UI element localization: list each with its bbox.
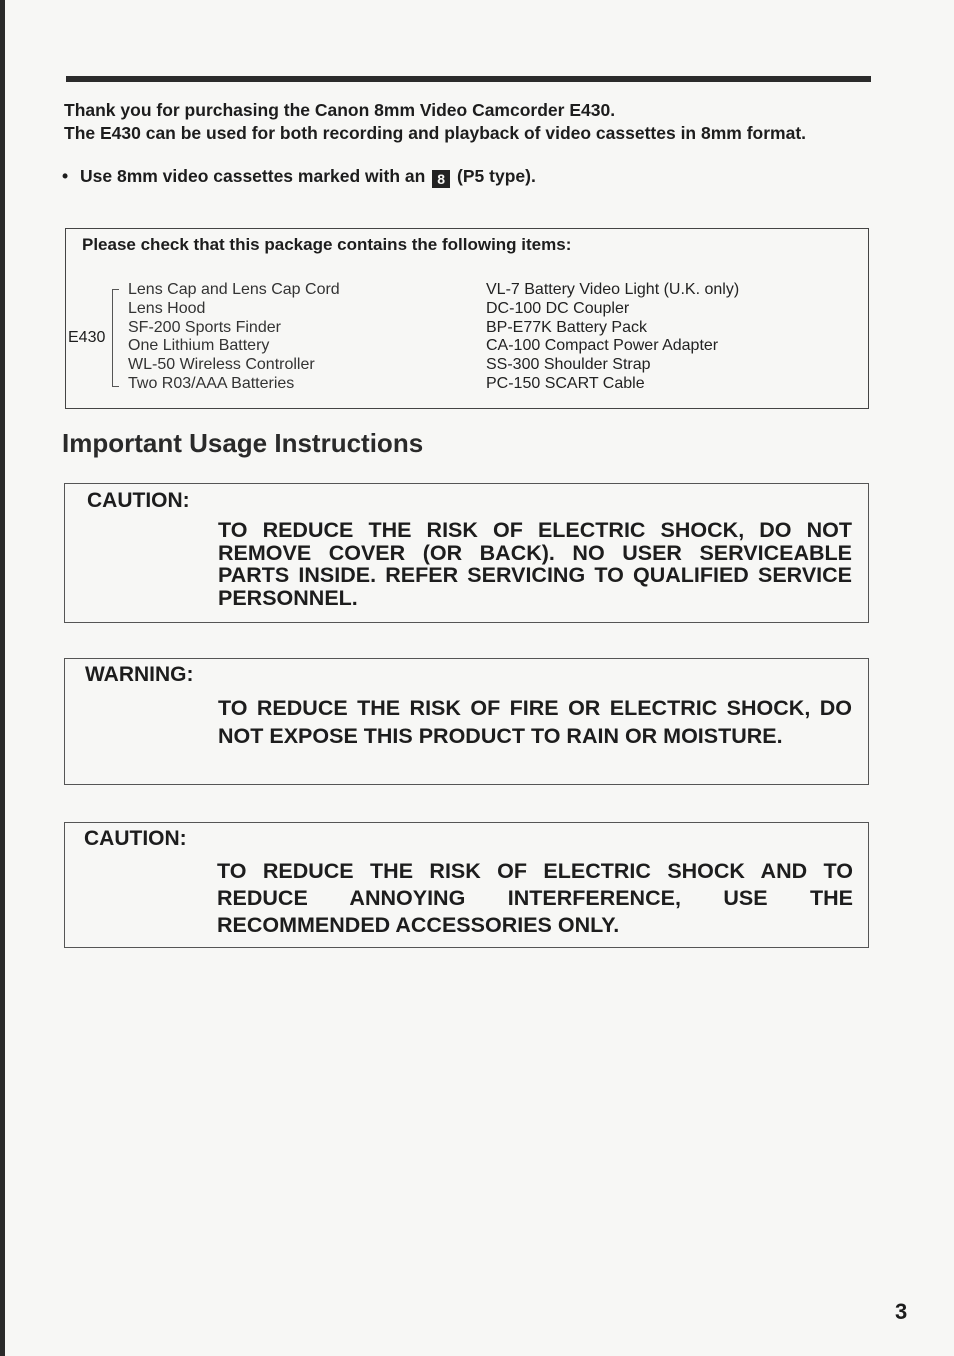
bracket-icon — [112, 289, 119, 387]
warning-text: TO REDUCE THE RISK OF FIRE OR ELECTRIC SHOCK, DO NOT EXPOSE THIS PRODUCT TO RAIN OR MOISTURE. — [218, 696, 852, 748]
cassette-note-text: Use 8mm video cassettes marked with an — [80, 166, 426, 186]
model-label: E430 — [68, 329, 106, 346]
caution-label: CAUTION: — [84, 827, 187, 850]
package-contents-box — [65, 228, 869, 409]
list-item: One Lithium Battery — [128, 337, 270, 355]
list-item: Two R03/AAA Batteries — [128, 374, 295, 392]
intro-line-2: The E430 can be used for both recording and playback of video cassettes in 8mm format. — [64, 123, 807, 143]
list-item: SS-300 Shoulder Strap — [486, 356, 651, 374]
list-item: WL-50 Wireless Controller — [128, 356, 315, 374]
package-contents-title: Please check that this package contains the following items: — [82, 235, 572, 254]
warning-label: WARNING: — [85, 663, 194, 686]
list-item: DC-100 DC Coupler — [486, 299, 630, 317]
list-item: VL-7 Battery Video Light (U.K. only) — [486, 281, 740, 298]
list-item: PC-150 SCART Cable — [486, 374, 645, 392]
included-items-list — [128, 281, 340, 394]
caution-text: TO REDUCE THE RISK OF ELECTRIC SHOCK AND TO REDUCE ANNOYING INTERFERENCE, USE THE RECOMMENDED ACCESSORIES ONLY. — [217, 859, 853, 937]
caution-box-shock — [64, 483, 869, 623]
list-item: Lens Hood — [128, 299, 206, 317]
section-heading: Important Usage Instructions — [62, 428, 424, 458]
cassette-note — [62, 166, 536, 188]
list-item: SF-200 Sports Finder — [128, 318, 281, 336]
top-rule — [66, 76, 871, 82]
caution-box-accessories — [64, 822, 869, 948]
accessory-items-list — [486, 281, 739, 394]
caution-text: TO REDUCE THE RISK OF ELECTRIC SHOCK, DO NOT REMOVE COVER (OR BACK). NO USER SERVICEABLE PARTS INSIDE. REFER SERVICING TO QUALIFIED SERVICE PERSONNEL. — [218, 518, 852, 610]
intro-text — [64, 99, 894, 145]
cassette-type: (P5 type). — [457, 166, 536, 186]
intro-line-1: Thank you for purchasing the Canon 8mm Video Camcorder E430. — [64, 100, 616, 120]
8mm-cassette-icon: 8 — [432, 170, 450, 188]
page-edge-shadow — [0, 0, 5, 1356]
caution-label: CAUTION: — [87, 489, 190, 512]
bullet-dot: • — [62, 166, 69, 186]
list-item: BP-E77K Battery Pack — [486, 318, 647, 336]
list-item: CA-100 Compact Power Adapter — [486, 337, 719, 355]
page-number: 3 — [895, 1299, 908, 1324]
warning-box — [64, 658, 869, 785]
list-item: Lens Cap and Lens Cap Cord — [128, 281, 340, 298]
